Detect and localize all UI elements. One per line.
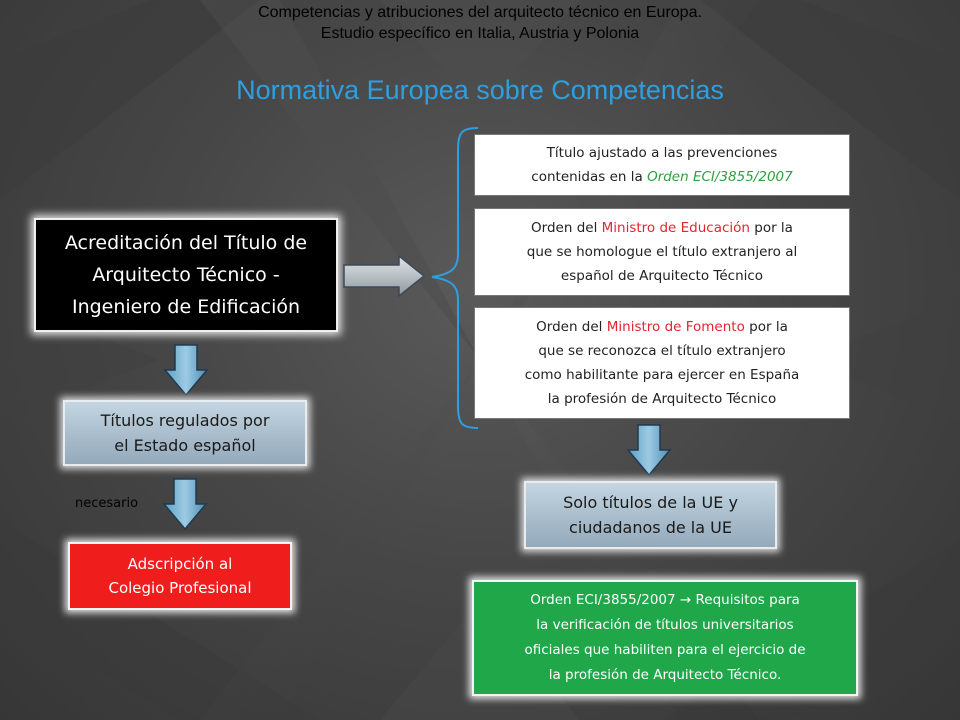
requirement-box-1 — [474, 134, 850, 196]
eu-titles-box — [524, 481, 777, 549]
regulated-line-2: el Estado español — [114, 436, 256, 455]
colegio-line-1: Adscripción al — [127, 555, 233, 573]
slide-title: Normativa Europea sobre Competencias — [236, 75, 724, 105]
down-arrow-icon — [164, 344, 208, 396]
req3-ministry: Ministro de Fomento — [606, 319, 745, 335]
orden-line-2: la verificación de títulos universitarios — [536, 617, 794, 633]
accreditation-box — [34, 218, 338, 332]
curly-brace-icon — [424, 126, 480, 430]
accreditation-line-3: Ingeniero de Edificación — [71, 296, 301, 318]
req2-line-1-pre: Orden del — [531, 220, 602, 236]
req2-line-1 — [481, 216, 843, 240]
req1-line-2-text: contenidas en la — [531, 169, 648, 185]
regulated-titles-box — [63, 400, 307, 466]
eu-line-1: Solo títulos de la UE y — [563, 493, 738, 512]
req3-line-1-pre: Orden del — [536, 319, 607, 335]
regulated-line-1: Títulos regulados por — [100, 411, 270, 430]
colegio-line-2: Colegio Profesional — [108, 579, 252, 597]
colegio-box — [68, 542, 292, 610]
req3-line-2: que se reconozca el título extranjero — [538, 343, 786, 359]
req1-orden-link: Orden ECI/3855/2007 — [647, 169, 793, 185]
down-arrow-icon — [627, 424, 671, 476]
orden-line-1-post: Requisitos para — [691, 592, 800, 608]
header-line-1: Competencias y atribuciones del arquitecto técnico en Europa. — [258, 4, 702, 21]
right-arrow-icon — [343, 255, 425, 297]
arrow-right-icon: → — [679, 592, 692, 608]
req2-line-1-post: por la — [749, 220, 793, 236]
req3-line-3: como habilitante para ejercer en España — [524, 367, 800, 383]
req1-line-1: Título ajustado a las prevenciones — [546, 145, 778, 161]
orden-requirements-box — [472, 580, 858, 696]
req3-line-1-post: por la — [744, 319, 788, 335]
requirement-box-2 — [474, 208, 850, 296]
orden-line-4: la profesión de Arquitecto Técnico. — [548, 667, 782, 683]
req3-line-1 — [481, 315, 843, 339]
eu-line-2: ciudadanos de la UE — [569, 518, 732, 537]
req3-line-4: la profesión de Arquitecto Técnico — [547, 391, 777, 407]
slide-header — [0, 2, 960, 44]
req2-line-2: que se homologue el título extranjero al — [526, 244, 798, 260]
header-line-2: Estudio específico en Italia, Austria y Polonia — [320, 25, 640, 42]
accreditation-line-2: Arquitecto Técnico - — [92, 264, 280, 286]
accreditation-line-1: Acreditación del Título de — [64, 232, 308, 254]
req2-ministry: Ministro de Educación — [601, 220, 750, 236]
necesario-label: necesario — [75, 496, 139, 511]
requirement-box-3 — [474, 307, 850, 419]
orden-line-1-pre: Orden ECI/3855/2007 — [530, 592, 680, 608]
req2-line-3: español de Arquitecto Técnico — [560, 268, 764, 284]
req1-line-2 — [481, 165, 843, 189]
down-arrow-icon — [163, 478, 207, 530]
orden-line-3: oficiales que habiliten para el ejercicio de — [524, 642, 806, 658]
orden-line-1 — [480, 588, 850, 613]
